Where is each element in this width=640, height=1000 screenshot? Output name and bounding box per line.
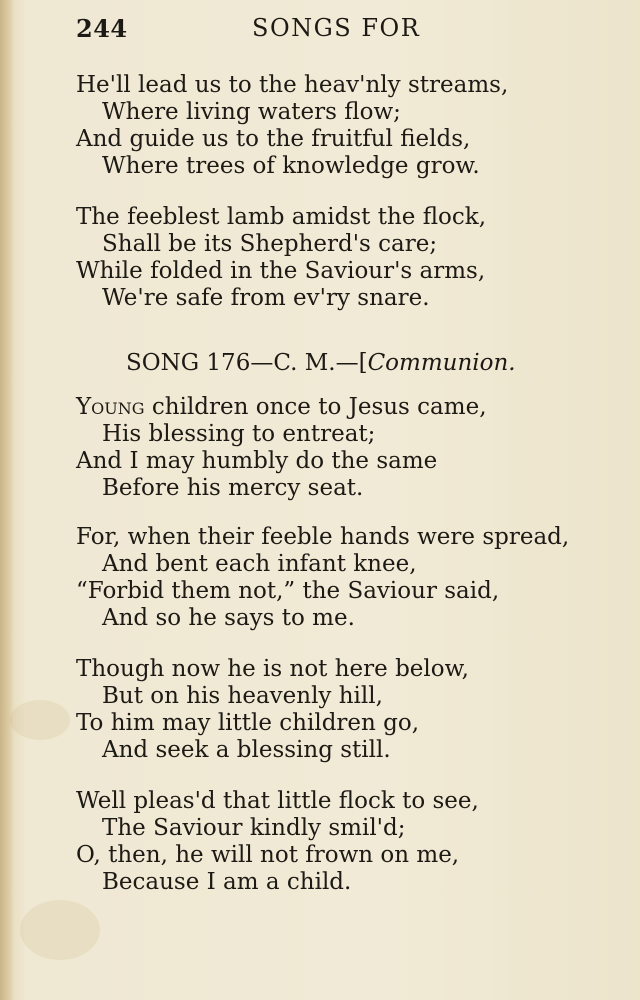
stanza [76,524,596,632]
verse-line: For, when their feeble hands were spread, [76,524,570,550]
verse-line: And so he says to me. [102,605,355,631]
verse-line: Though now he is not here below, [76,656,469,682]
stanza [76,788,596,896]
verse-line: Because I am a child. [102,869,352,895]
song-heading [126,350,516,376]
page-number: 244 [76,14,128,43]
verse-line: While folded in the Saviour's arms, [76,258,486,284]
verse-line: And I may humbly do the same [76,448,438,474]
verse-line: And seek a blessing still. [102,737,391,763]
stanza [76,394,596,502]
verse-line: His blessing to entreat; [102,421,376,447]
verse-line: We're safe from ev'ry snare. [102,285,430,311]
stanza [76,204,596,312]
stanza [76,72,596,180]
verse-line [76,394,596,421]
verse-line: Where trees of knowledge grow. [102,153,480,179]
verse-line: And bent each infant knee, [102,551,417,577]
verse-line: To him may little children go, [76,710,420,736]
verse-line-text: children once to Jesus came, [144,394,487,420]
verse-line: Where living waters flow; [102,99,401,125]
verse-line: The feeblest lamb amidst the flock, [76,204,487,230]
running-title: SONGS FOR [252,14,421,42]
verse-line: The Saviour kindly smil'd; [102,815,406,841]
first-word-small-caps: Young [76,394,145,420]
song-topic: Communion. [367,350,516,376]
paper-stain [20,900,100,960]
verse-line: O, then, he will not frown on me, [76,842,460,868]
verse-line: But on his heavenly hill, [102,683,383,709]
page-edge-shading [0,0,14,1000]
paper-stain [10,700,70,740]
verse-line: Shall be its Shepherd's care; [102,231,438,257]
song-number: SONG 176—C. M.—[ [126,350,368,376]
verse-line: He'll lead us to the heav'nly streams, [76,72,509,98]
verse-line: “Forbid them not,” the Saviour said, [76,578,500,604]
verse-line: Well pleas'd that little flock to see, [76,788,479,814]
stanza [76,656,596,764]
verse-line: Before his mercy seat. [102,475,364,501]
verse-line: And guide us to the fruitful fields, [76,126,471,152]
page-header [76,14,576,48]
